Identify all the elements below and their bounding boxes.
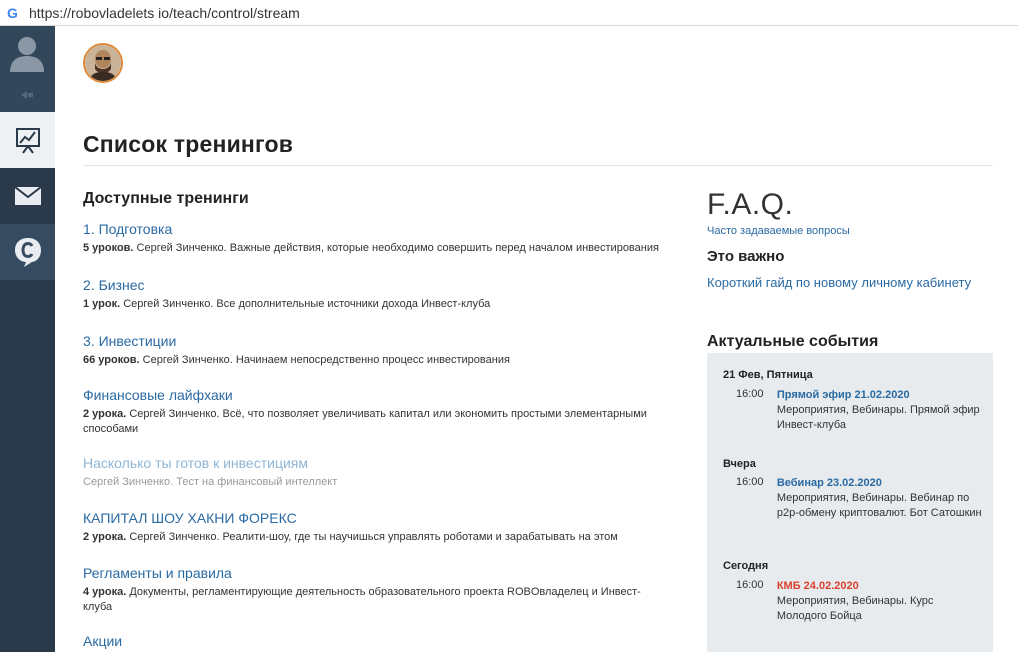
event-desc: Мероприятия, Вебинары. Курс Молодого Бойца — [776, 595, 934, 622]
sidebar-item-chat[interactable] — [0, 224, 55, 280]
sidebar — [0, 26, 55, 652]
available-trainings-title: Доступные тренинги — [83, 190, 249, 207]
event-desc: Мероприятия, Вебинары. Вебинар по p2p-обмену криптовалют. Бот Сатошкин — [776, 492, 982, 519]
training-link[interactable]: Насколько ты готов к инвестициям — [83, 455, 308, 471]
event-time: 16:00 — [736, 388, 764, 400]
user-icon[interactable] — [8, 34, 46, 72]
faq-subtitle-link[interactable]: Часто задаваемые вопросы — [707, 225, 850, 237]
event-link[interactable]: Вебинар 23.02.2020 — [776, 477, 882, 489]
events-panel — [707, 353, 993, 652]
training-desc: 2 урока. Сергей Зинченко. Всё, что позволяет увеличивать капитал или экономить простыми элементарными способами — [83, 408, 647, 435]
sidebar-item-messages[interactable] — [0, 168, 55, 224]
event-day: Сегодня — [723, 560, 769, 572]
training-item — [83, 564, 663, 615]
training-item — [83, 386, 663, 437]
training-desc: 4 урока. Документы, регламентирующие деятельность образовательного проекта ROBOвладелец и Инвест-клуба — [83, 586, 641, 613]
event-day: Вчера — [723, 458, 756, 470]
training-item — [83, 220, 663, 256]
url-text[interactable]: https://robovladelets io/teach/control/stream — [29, 4, 300, 21]
event-link[interactable]: Прямой эфир 21.02.2020 — [776, 389, 910, 401]
author-avatar[interactable] — [83, 43, 123, 83]
page-title: Список тренингов — [83, 131, 294, 157]
training-desc: Сергей Зинченко. Тест на финансовый интеллект — [83, 476, 338, 488]
training-desc: 5 уроков. Сергей Зинченко. Важные действия, которые необходимо совершить перед началом инвестирования — [83, 242, 659, 254]
training-item — [83, 332, 663, 368]
training-desc: 2 урока. Сергей Зинченко. Реалити-шоу, где ты научишься управлять роботами и зарабатывать на этом — [83, 531, 618, 543]
training-item — [83, 276, 663, 312]
sidebar-profile-block — [0, 26, 55, 112]
training-desc: 1 урок. Сергей Зинченко. Все дополнительные источники дохода Инвест-клуба — [83, 298, 491, 310]
collapse-arrow-icon[interactable] — [17, 88, 37, 102]
training-link[interactable]: Регламенты и правила — [83, 565, 232, 581]
guide-link[interactable]: Короткий гайд по новому личному кабинету — [707, 275, 972, 290]
google-icon: G — [7, 4, 18, 21]
chart-board-icon — [15, 126, 41, 154]
training-link[interactable]: 1. Подготовка — [83, 221, 173, 237]
training-link[interactable]: Финансовые лайфхаки — [83, 387, 233, 403]
event-row — [736, 476, 986, 521]
training-item — [83, 632, 663, 650]
author-photo-icon — [85, 45, 121, 81]
events-title: Актуальные события — [707, 333, 879, 350]
training-link[interactable]: Акции — [83, 633, 123, 649]
event-time: 16:00 — [736, 579, 764, 591]
event-time: 16:00 — [736, 476, 764, 488]
envelope-icon — [14, 186, 42, 206]
title-divider — [83, 165, 993, 166]
event-link[interactable]: КМБ 24.02.2020 — [776, 580, 859, 592]
training-link[interactable]: 2. Бизнес — [83, 277, 145, 293]
main-content — [83, 26, 993, 652]
important-title: Это важно — [707, 248, 785, 265]
training-link[interactable]: 3. Инвестиции — [83, 333, 177, 349]
training-desc: 66 уроков. Сергей Зинченко. Начинаем непосредственно процесс инвестирования — [83, 354, 510, 366]
event-day: 21 Фев, Пятница — [723, 369, 813, 381]
training-link[interactable]: КАПИТАЛ ШОУ ХАКНИ ФОРЕКС — [83, 510, 297, 526]
chat-c-icon — [13, 236, 43, 268]
sidebar-item-trainings[interactable] — [0, 112, 55, 168]
training-item — [83, 454, 663, 490]
event-row — [736, 579, 986, 624]
address-bar[interactable] — [0, 0, 1018, 26]
event-row — [736, 388, 986, 433]
faq-title: F.A.Q. — [707, 188, 794, 221]
training-item — [83, 509, 663, 545]
event-desc: Мероприятия, Вебинары. Прямой эфир Инвест-клуба — [776, 404, 980, 431]
